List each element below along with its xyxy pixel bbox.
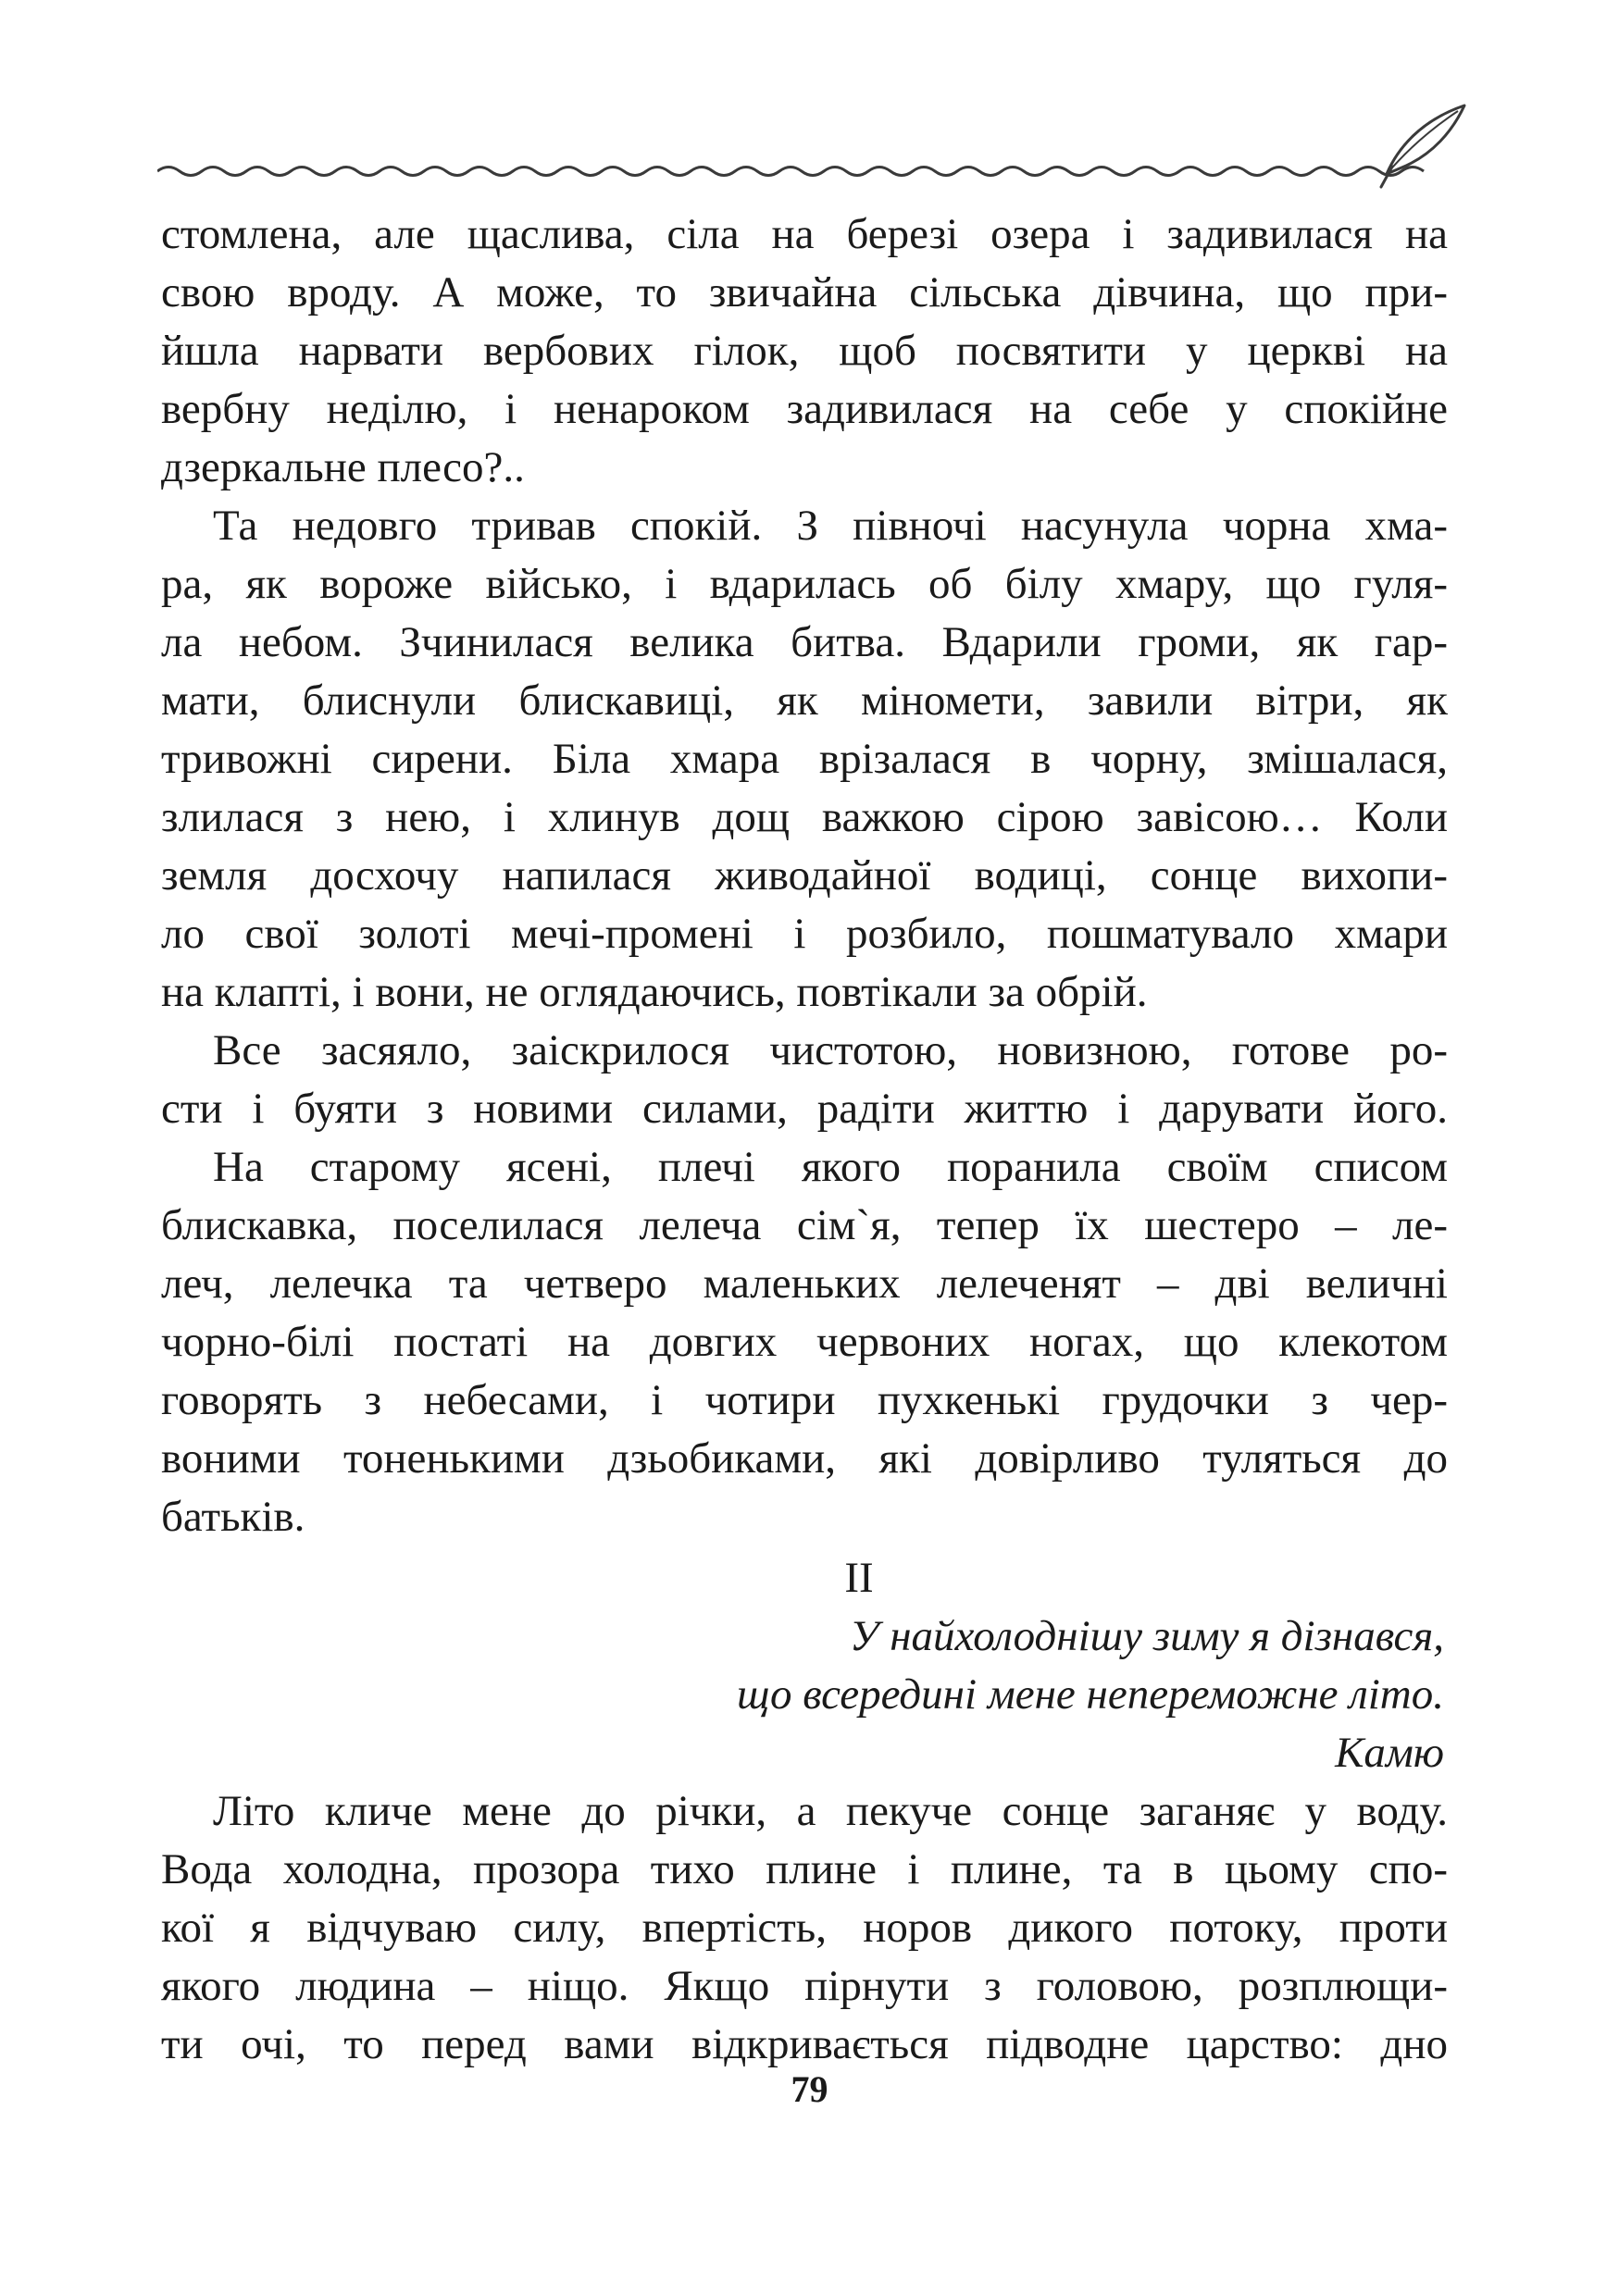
text-line: якого людина – ніщо. Якщо пірнути з головою, розплющи-	[161, 1962, 1448, 2010]
page-body	[161, 205, 1448, 2074]
text-line: земля досхочу напилася живодайної водиці, сонце вихопи-	[161, 851, 1448, 900]
epigraph-line: У найхолоднішу зиму я дізнався,	[849, 1612, 1444, 1660]
text-line: вербну неділю, і ненароком задивилася на себе у спокійне	[161, 385, 1448, 433]
text-line: ла небом. Зчинилася велика битва. Вдарили громи, як гар-	[161, 618, 1448, 666]
text-line: воними тоненькими дзьобиками, які довірливо туляться до	[161, 1434, 1448, 1483]
text-line: стомлена, але щаслива, сіла на березі озера і задивилася на	[161, 210, 1448, 258]
text-line: блискавка, поселилася лелеча сім`я, тепер їх шестеро – ле-	[161, 1201, 1448, 1249]
paragraph-2	[161, 497, 1448, 1022]
epigraph-line: що всередині мене непереможне літо.	[736, 1670, 1444, 1719]
text-line: На старому ясені, плечі якого поранила своїм списом	[213, 1143, 1448, 1191]
text-line: чорно-білі постаті на довгих червоних ногах, що клекотом	[161, 1318, 1448, 1366]
text-line: ти очі, то перед вами відкривається підводне царство: дно	[161, 2020, 1448, 2068]
paragraph-3	[161, 1022, 1448, 1138]
text-line: кої я відчуваю силу, впертість, норов дикого потоку, проти	[161, 1904, 1448, 1952]
text-line: говорять з небесами, і чотири пухкенькі грудочки з чер-	[161, 1376, 1448, 1424]
header-ornament	[157, 93, 1490, 194]
paragraph-5	[161, 1782, 1448, 2074]
text-line: Літо кличе мене до річки, а пекуче сонце заганяє у воду.	[213, 1787, 1448, 1835]
text-line: свою вроду. А може, то звичайна сільська дівчина, що при-	[161, 268, 1448, 316]
section-number: II	[844, 1554, 874, 1602]
wavy-line-divider	[157, 168, 1424, 176]
text-line: тривожні сирени. Біла хмара врізалася в чорну, змішалася,	[161, 735, 1448, 783]
text-line: дзеркальне плесо?..	[161, 443, 525, 491]
text-line: батьків.	[161, 1493, 305, 1541]
text-line: ра, як вороже військо, і вдарилась об білу хмару, що гуля-	[161, 560, 1448, 608]
text-line: сти і буяти з новими силами, радіти життю і дарувати його.	[161, 1085, 1448, 1133]
text-line: мати, блиснули блискавиці, як міномети, завили вітри, як	[161, 676, 1448, 725]
text-line: Вода холодна, прозора тихо плине і плине, та в цьому спо-	[161, 1845, 1448, 1893]
paragraph-1	[161, 205, 1448, 497]
text-line: леч, лелечка та четверо маленьких лелеченят – дві величні	[161, 1260, 1448, 1308]
text-line: Та недовго тривав спокій. З півночі насунула чорна хма-	[213, 502, 1448, 550]
text-line: злилася з нею, і хлинув дощ важкою сірою завісою… Коли	[161, 793, 1448, 841]
text-line: ло свої золоті мечі-промені і розбило, пошматувало хмари	[161, 910, 1448, 958]
text-line: на клапті, і вони, не оглядаючись, повтікали за обрій.	[161, 968, 1148, 1016]
text-line: Все засяяло, заіскрилося чистотою, новизною, готове ро-	[213, 1026, 1448, 1074]
epigraph-author: Камю	[1335, 1729, 1444, 1777]
page-number: 79	[791, 2068, 828, 2110]
text-line: йшла нарвати вербових гілок, щоб посвятити у церкві на	[161, 327, 1448, 375]
paragraph-4	[161, 1138, 1448, 1546]
